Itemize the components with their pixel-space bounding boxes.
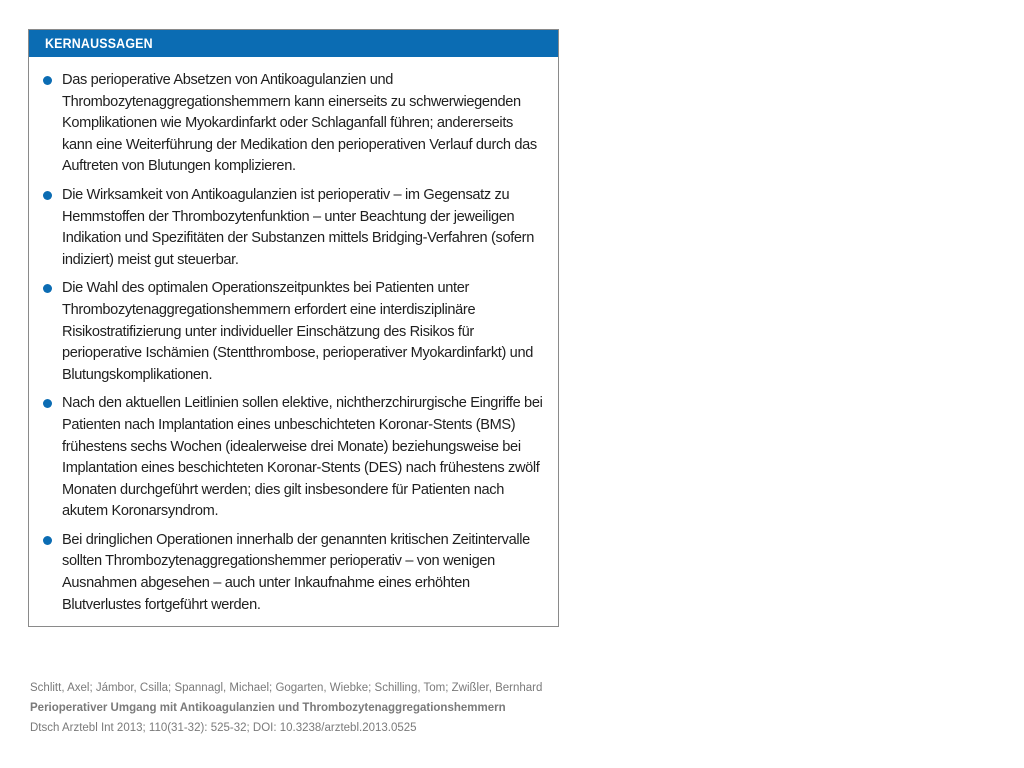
key-message-text: Die Wirksamkeit von Antikoagulanzien ist perioperativ – im Gegensatz zu Hemmstoffen der Thrombozytenfunktion – unter Beachtung der jeweiligen Indikation und Spezifitäten der Substanzen mittels Bridging-Verfahren (sofern indiziert) meist gut steuerbar.	[62, 186, 534, 268]
citation-title: Perioperativer Umgang mit Antikoagulanzien und Thrombozytenaggregationshemmern	[30, 702, 506, 714]
bullet-dot-icon	[43, 399, 52, 408]
citation-authors: Schlitt, Axel; Jámbor, Csilla; Spannagl, Michael; Gogarten, Wiebke; Schilling, Tom; Zwißler, Bernhard	[30, 682, 543, 694]
key-message-item-1	[43, 70, 546, 178]
key-messages-title: KERNAUSSAGEN	[45, 36, 153, 51]
key-message-text: Nach den aktuellen Leitlinien sollen elektive, nichtherzchirurgische Eingriffe bei Patienten nach Implantation eines unbeschichteten Koronar-Stents (BMS) frühestens sechs Wochen (idealerweise drei Monate) beziehungsweise bei Implantation eines beschichteten Koronar-Stents (DES) nach frühestens zwölf Monaten durchgeführt werden; dies gilt insbesondere für Patienten nach akutem Koronarsyndrom.	[62, 395, 543, 520]
key-messages-list	[29, 57, 558, 616]
key-messages-box	[28, 29, 559, 627]
bullet-dot-icon	[43, 536, 52, 545]
key-message-item-5	[43, 530, 546, 616]
key-message-text: Bei dringlichen Operationen innerhalb der genannten kritischen Zeitintervalle sollten Thrombozytenaggregationshemmer perioperativ – von wenigen Ausnahmen abgesehen – auch unter Inkaufnahme eines erhöhten Blutverlustes fortgeführt werden.	[62, 531, 530, 613]
key-message-item-3	[43, 278, 546, 386]
key-message-item-2	[43, 185, 546, 271]
key-message-text: Das perioperative Absetzen von Antikoagulanzien und Thrombozytenaggregationshemmern kann einerseits zu schwerwiegenden Komplikationen wie Myokardinfarkt oder Schlaganfall führen; andererseits kann eine Weiterführung der Medikation den perioperativen Verlauf durch das Auftreten von Blutungen komplizieren.	[62, 72, 537, 175]
bullet-dot-icon	[43, 76, 52, 85]
bullet-dot-icon	[43, 284, 52, 293]
key-messages-header	[29, 30, 558, 57]
key-message-item-4	[43, 393, 546, 523]
key-message-text: Die Wahl des optimalen Operationszeitpunktes bei Patienten unter Thrombozytenaggregationshemmern erfordert eine interdisziplinäre Risikostratifizierung unter individueller Einschätzung des Risikos für perioperative Ischämien (Stentthrombose, perioperativer Myokardinfarkt) und Blutungskomplikationen.	[62, 280, 533, 383]
bullet-dot-icon	[43, 191, 52, 200]
citation-source: Dtsch Arztebl Int 2013; 110(31-32): 525-32; DOI: 10.3238/arztebl.2013.0525	[30, 722, 417, 734]
citation-block	[30, 678, 542, 738]
